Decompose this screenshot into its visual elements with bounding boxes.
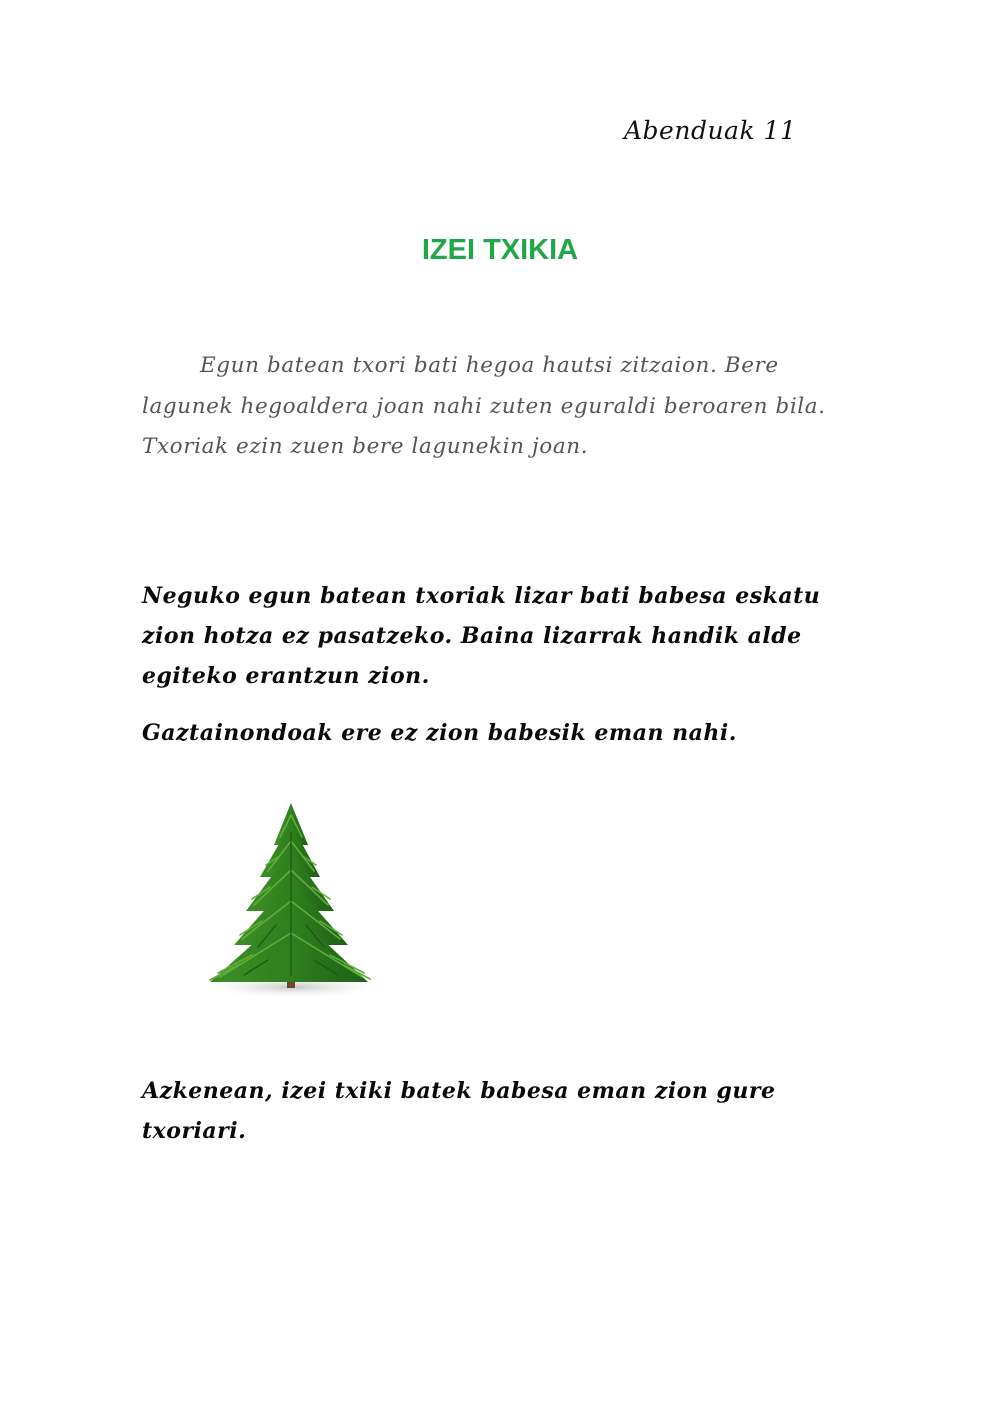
- story-paragraph-fir-tree: Azkenean, izei txiki batek babesa eman zion gure txoriari.: [142, 1078, 776, 1144]
- fir-tree-illustration: [148, 775, 418, 1040]
- page-title: IZEI TXIKIA: [421, 234, 579, 266]
- story-paragraph-chestnut-tree: Gaztainondoak ere ez zion babesik eman nahi.: [142, 720, 737, 746]
- fir-tree-icon: [148, 775, 418, 1040]
- date-label: Abenduak 11: [624, 116, 797, 145]
- story-paragraph-ash-tree: Neguko egun batean txoriak lizar bati babesa eskatu zion hotza ez pasatzeko. Baina lizarrak handik alde egiteko erantzun zion.: [142, 583, 821, 689]
- intro-paragraph: Egun batean txori bati hegoa hautsi zitzaion. Bere lagunek hegoaldera joan nahi zuten eguraldi beroaren bila. Txoriak ezin zuen bere lagunekin joan.: [142, 353, 826, 459]
